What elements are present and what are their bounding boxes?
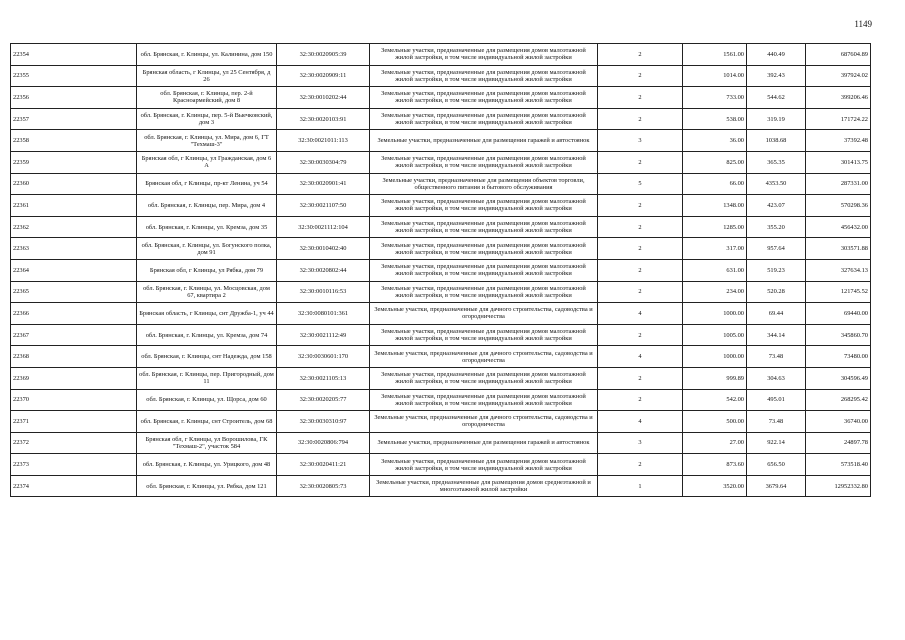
land-use-cell: Земельные участки, предназначенные для размещения домов среднеэтажной и многоэтажной жилой застройки xyxy=(370,475,598,497)
specific-value-cell: 495.01 xyxy=(747,389,806,411)
cadastral-value-cell: 73480.00 xyxy=(806,346,871,368)
area-cell: 631.00 xyxy=(683,259,747,281)
address-cell: обл. Брянская, г. Клинцы, пер. Пригородный, дом 11 xyxy=(137,367,277,389)
table-row xyxy=(11,65,871,87)
table-row xyxy=(11,130,871,152)
area-cell: 733.00 xyxy=(683,87,747,109)
table-row xyxy=(11,151,871,173)
area-cell: 825.00 xyxy=(683,151,747,173)
row-number-cell: 22366 xyxy=(11,303,137,325)
address-cell: обл. Брянская, г. Клинцы, пер. Мира, дом 4 xyxy=(137,195,277,217)
row-number-cell: 22365 xyxy=(11,281,137,303)
row-number-cell: 22374 xyxy=(11,475,137,497)
row-number-cell: 22355 xyxy=(11,65,137,87)
cadastral-value-cell: 287331.00 xyxy=(806,173,871,195)
table-row xyxy=(11,454,871,476)
specific-value-cell: 304.63 xyxy=(747,367,806,389)
area-cell: 1348.00 xyxy=(683,195,747,217)
cadastral-number-cell: 32:30:0021112:104 xyxy=(277,216,370,238)
table-row xyxy=(11,346,871,368)
cadastral-value-cell: 37392.48 xyxy=(806,130,871,152)
land-use-cell: Земельные участки, предназначенные для размещения домов малоэтажной жилой застройки, в том числе индивидуальной жилой застройки xyxy=(370,259,598,281)
table-row xyxy=(11,475,871,497)
land-use-cell: Земельные участки, предназначенные для размещения домов малоэтажной жилой застройки, в том числе индивидуальной жилой застройки xyxy=(370,151,598,173)
cadastral-number-cell: 32:30:0020905:39 xyxy=(277,44,370,66)
cadastral-number-cell: 32:30:0030310:97 xyxy=(277,411,370,433)
specific-value-cell: 319.19 xyxy=(747,108,806,130)
address-cell: обл. Брянская, г. Клинцы, ул. Мосцовская, дом 67, квартира 2 xyxy=(137,281,277,303)
group-cell: 2 xyxy=(598,454,683,476)
area-cell: 1014.00 xyxy=(683,65,747,87)
table-row xyxy=(11,389,871,411)
cadastral-number-cell: 32:30:0010116:53 xyxy=(277,281,370,303)
area-cell: 538.00 xyxy=(683,108,747,130)
address-cell: обл. Брянская, г. Клинцы, пер. 2-й Красноармейский, дом 8 xyxy=(137,87,277,109)
specific-value-cell: 355.20 xyxy=(747,216,806,238)
address-cell: обл. Брянская, г. Клинцы, ул. Калинина, дом 150 xyxy=(137,44,277,66)
specific-value-cell: 519.23 xyxy=(747,259,806,281)
table-row xyxy=(11,87,871,109)
group-cell: 2 xyxy=(598,87,683,109)
cadastral-number-cell: 32:30:0030304:79 xyxy=(277,151,370,173)
land-use-cell: Земельные участки, предназначенные для дачного строительства, садоводства и огородничества xyxy=(370,346,598,368)
cadastral-number-cell: 32:30:0020205:77 xyxy=(277,389,370,411)
group-cell: 4 xyxy=(598,303,683,325)
area-cell: 1000.00 xyxy=(683,346,747,368)
cadastral-number-cell: 32:30:0020901:41 xyxy=(277,173,370,195)
land-use-cell: Земельные участки, предназначенные для размещения домов малоэтажной жилой застройки, в том числе индивидуальной жилой застройки xyxy=(370,195,598,217)
area-cell: 27.00 xyxy=(683,432,747,454)
group-cell: 3 xyxy=(598,432,683,454)
cadastral-value-cell: 456432.00 xyxy=(806,216,871,238)
area-cell: 66.00 xyxy=(683,173,747,195)
row-number-cell: 22358 xyxy=(11,130,137,152)
group-cell: 2 xyxy=(598,238,683,260)
group-cell: 4 xyxy=(598,411,683,433)
land-use-cell: Земельные участки, предназначенные для размещения домов малоэтажной жилой застройки, в том числе индивидуальной жилой застройки xyxy=(370,238,598,260)
table-row xyxy=(11,238,871,260)
specific-value-cell: 520.28 xyxy=(747,281,806,303)
area-cell: 317.00 xyxy=(683,238,747,260)
area-cell: 1285.00 xyxy=(683,216,747,238)
cadastral-value-cell: 301413.75 xyxy=(806,151,871,173)
cadastral-value-cell: 12952332.80 xyxy=(806,475,871,497)
specific-value-cell: 73.48 xyxy=(747,411,806,433)
address-cell: Брянская область, г Клинцы, снт Дружба-1, уч 44 xyxy=(137,303,277,325)
address-cell: обл. Брянская, г. Клинцы, ул. Кремза, дом 35 xyxy=(137,216,277,238)
row-number-cell: 22364 xyxy=(11,259,137,281)
table-row xyxy=(11,195,871,217)
specific-value-cell: 73.48 xyxy=(747,346,806,368)
row-number-cell: 22373 xyxy=(11,454,137,476)
row-number-cell: 22357 xyxy=(11,108,137,130)
area-cell: 234.00 xyxy=(683,281,747,303)
land-use-cell: Земельные участки, предназначенные для размещения домов малоэтажной жилой застройки, в том числе индивидуальной жилой застройки xyxy=(370,44,598,66)
cadastral-value-cell: 399206.46 xyxy=(806,87,871,109)
area-cell: 1000.00 xyxy=(683,303,747,325)
cadastral-number-cell: 32:30:0030601:170 xyxy=(277,346,370,368)
address-cell: обл. Брянская, г. Клинцы, ул. Урицкого, дом 48 xyxy=(137,454,277,476)
area-cell: 873.60 xyxy=(683,454,747,476)
row-number-cell: 22369 xyxy=(11,367,137,389)
cadastral-number-cell: 32:30:0010402:40 xyxy=(277,238,370,260)
page-number: 1149 xyxy=(854,19,872,29)
group-cell: 2 xyxy=(598,151,683,173)
table-row xyxy=(11,411,871,433)
cadastral-number-cell: 32:30:0020806:794 xyxy=(277,432,370,454)
specific-value-cell: 4353.50 xyxy=(747,173,806,195)
cadastral-number-cell: 32:30:0080101:361 xyxy=(277,303,370,325)
cadastral-value-cell: 345860.70 xyxy=(806,324,871,346)
specific-value-cell: 69.44 xyxy=(747,303,806,325)
cadastral-number-cell: 32:30:0010202:44 xyxy=(277,87,370,109)
group-cell: 2 xyxy=(598,367,683,389)
cadastral-number-cell: 32:30:0020802:44 xyxy=(277,259,370,281)
area-cell: 36.00 xyxy=(683,130,747,152)
cadastral-number-cell: 32:30:0021107:50 xyxy=(277,195,370,217)
cadastral-value-cell: 327634.13 xyxy=(806,259,871,281)
specific-value-cell: 922.14 xyxy=(747,432,806,454)
area-cell: 3520.00 xyxy=(683,475,747,497)
land-use-cell: Земельные участки, предназначенные для размещения домов малоэтажной жилой застройки, в том числе индивидуальной жилой застройки xyxy=(370,216,598,238)
address-cell: Брянская обл, г Клинцы, ул Рябка, дом 79 xyxy=(137,259,277,281)
cadastral-value-cell: 121745.52 xyxy=(806,281,871,303)
cadastral-number-cell: 32:30:0020909:11 xyxy=(277,65,370,87)
row-number-cell: 22370 xyxy=(11,389,137,411)
area-cell: 1561.00 xyxy=(683,44,747,66)
cadastral-value-cell: 687604.89 xyxy=(806,44,871,66)
group-cell: 2 xyxy=(598,281,683,303)
table-row xyxy=(11,259,871,281)
land-use-cell: Земельные участки, предназначенные для размещения гаражей и автостоянок xyxy=(370,130,598,152)
address-cell: обл. Брянская, г. Клинцы, ул. Щорса, дом 60 xyxy=(137,389,277,411)
specific-value-cell: 365.35 xyxy=(747,151,806,173)
row-number-cell: 22362 xyxy=(11,216,137,238)
address-cell: Брянская обл, г Клинцы, ул Ворошилова, ГК "Техмаш-2", участок 584 xyxy=(137,432,277,454)
row-number-cell: 22372 xyxy=(11,432,137,454)
area-cell: 542.00 xyxy=(683,389,747,411)
address-cell: обл. Брянская, г. Клинцы, ул. Богунского полка, дом 91 xyxy=(137,238,277,260)
group-cell: 2 xyxy=(598,389,683,411)
area-cell: 999.89 xyxy=(683,367,747,389)
cadastral-value-cell: 69440.00 xyxy=(806,303,871,325)
table-row xyxy=(11,303,871,325)
cadastral-value-table xyxy=(10,43,871,497)
row-number-cell: 22360 xyxy=(11,173,137,195)
specific-value-cell: 392.43 xyxy=(747,65,806,87)
area-cell: 500.00 xyxy=(683,411,747,433)
land-use-cell: Земельные участки, предназначенные для размещения домов малоэтажной жилой застройки, в том числе индивидуальной жилой застройки xyxy=(370,389,598,411)
table-body xyxy=(11,44,871,497)
cadastral-value-cell: 573518.40 xyxy=(806,454,871,476)
group-cell: 4 xyxy=(598,346,683,368)
land-use-cell: Земельные участки, предназначенные для размещения домов малоэтажной жилой застройки, в том числе индивидуальной жилой застройки xyxy=(370,454,598,476)
specific-value-cell: 656.50 xyxy=(747,454,806,476)
specific-value-cell: 1038.68 xyxy=(747,130,806,152)
address-cell: Брянская обл, г Клинцы, пр-кт Ленина, уч 54 xyxy=(137,173,277,195)
group-cell: 3 xyxy=(598,130,683,152)
table-row xyxy=(11,216,871,238)
table-row xyxy=(11,324,871,346)
land-use-cell: Земельные участки, предназначенные для дачного строительства, садоводства и огородничества xyxy=(370,411,598,433)
address-cell: Брянская обл, г Клинцы, ул Гражданская, дом 6 А xyxy=(137,151,277,173)
land-use-cell: Земельные участки, предназначенные для размещения объектов торговли, общественного питания и бытового обслуживания xyxy=(370,173,598,195)
cadastral-value-cell: 268295.42 xyxy=(806,389,871,411)
specific-value-cell: 544.62 xyxy=(747,87,806,109)
cadastral-value-cell: 171724.22 xyxy=(806,108,871,130)
specific-value-cell: 3679.64 xyxy=(747,475,806,497)
specific-value-cell: 423.07 xyxy=(747,195,806,217)
cadastral-value-cell: 36740.00 xyxy=(806,411,871,433)
cadastral-number-cell: 32:30:0020103:91 xyxy=(277,108,370,130)
specific-value-cell: 440.49 xyxy=(747,44,806,66)
cadastral-value-cell: 24897.78 xyxy=(806,432,871,454)
cadastral-value-cell: 397924.02 xyxy=(806,65,871,87)
address-cell: обл. Брянская, г. Клинцы, ул. Кремза, дом 74 xyxy=(137,324,277,346)
land-use-cell: Земельные участки, предназначенные для размещения домов малоэтажной жилой застройки, в том числе индивидуальной жилой застройки xyxy=(370,324,598,346)
group-cell: 2 xyxy=(598,324,683,346)
land-use-cell: Земельные участки, предназначенные для размещения гаражей и автостоянок xyxy=(370,432,598,454)
land-use-cell: Земельные участки, предназначенные для размещения домов малоэтажной жилой застройки, в том числе индивидуальной жилой застройки xyxy=(370,367,598,389)
cadastral-number-cell: 32:30:0020411:21 xyxy=(277,454,370,476)
table-row xyxy=(11,44,871,66)
row-number-cell: 22367 xyxy=(11,324,137,346)
cadastral-value-cell: 304596.49 xyxy=(806,367,871,389)
land-use-cell: Земельные участки, предназначенные для размещения домов малоэтажной жилой застройки, в том числе индивидуальной жилой застройки xyxy=(370,108,598,130)
row-number-cell: 22361 xyxy=(11,195,137,217)
address-cell: обл. Брянская, г. Клинцы, снт Надежда, дом 158 xyxy=(137,346,277,368)
row-number-cell: 22368 xyxy=(11,346,137,368)
specific-value-cell: 344.14 xyxy=(747,324,806,346)
row-number-cell: 22359 xyxy=(11,151,137,173)
row-number-cell: 22354 xyxy=(11,44,137,66)
specific-value-cell: 957.64 xyxy=(747,238,806,260)
group-cell: 2 xyxy=(598,65,683,87)
group-cell: 5 xyxy=(598,173,683,195)
cadastral-number-cell: 32:30:0021112:49 xyxy=(277,324,370,346)
address-cell: Брянская область, г Клинцы, ул 25 Сентября, д 26 xyxy=(137,65,277,87)
address-cell: обл. Брянская, г. Клинцы, пер. 5-й Выечковский, дом 3 xyxy=(137,108,277,130)
area-cell: 1005.00 xyxy=(683,324,747,346)
land-use-cell: Земельные участки, предназначенные для размещения домов малоэтажной жилой застройки, в том числе индивидуальной жилой застройки xyxy=(370,87,598,109)
table-row xyxy=(11,108,871,130)
group-cell: 2 xyxy=(598,44,683,66)
cadastral-number-cell: 32:30:0021105:13 xyxy=(277,367,370,389)
row-number-cell: 22363 xyxy=(11,238,137,260)
cadastral-number-cell: 32:30:0020805:73 xyxy=(277,475,370,497)
land-use-cell: Земельные участки, предназначенные для дачного строительства, садоводства и огородничества xyxy=(370,303,598,325)
table-row xyxy=(11,173,871,195)
land-use-cell: Земельные участки, предназначенные для размещения домов малоэтажной жилой застройки, в том числе индивидуальной жилой застройки xyxy=(370,281,598,303)
group-cell: 2 xyxy=(598,216,683,238)
address-cell: обл. Брянская, г. Клинцы, снт Строитель, дом 68 xyxy=(137,411,277,433)
row-number-cell: 22371 xyxy=(11,411,137,433)
cadastral-value-cell: 570298.36 xyxy=(806,195,871,217)
group-cell: 1 xyxy=(598,475,683,497)
table-row xyxy=(11,281,871,303)
address-cell: обл. Брянская, г. Клинцы, ул. Мира, дом 6, ГТ "Техмаш-3" xyxy=(137,130,277,152)
group-cell: 2 xyxy=(598,108,683,130)
cadastral-number-cell: 32:30:0021011:113 xyxy=(277,130,370,152)
land-use-cell: Земельные участки, предназначенные для размещения домов малоэтажной жилой застройки, в том числе индивидуальной жилой застройки xyxy=(370,65,598,87)
group-cell: 2 xyxy=(598,259,683,281)
table-row xyxy=(11,432,871,454)
table-row xyxy=(11,367,871,389)
group-cell: 2 xyxy=(598,195,683,217)
row-number-cell: 22356 xyxy=(11,87,137,109)
address-cell: обл. Брянская, г. Клинцы, ул. Рябка, дом 121 xyxy=(137,475,277,497)
cadastral-value-cell: 303571.88 xyxy=(806,238,871,260)
